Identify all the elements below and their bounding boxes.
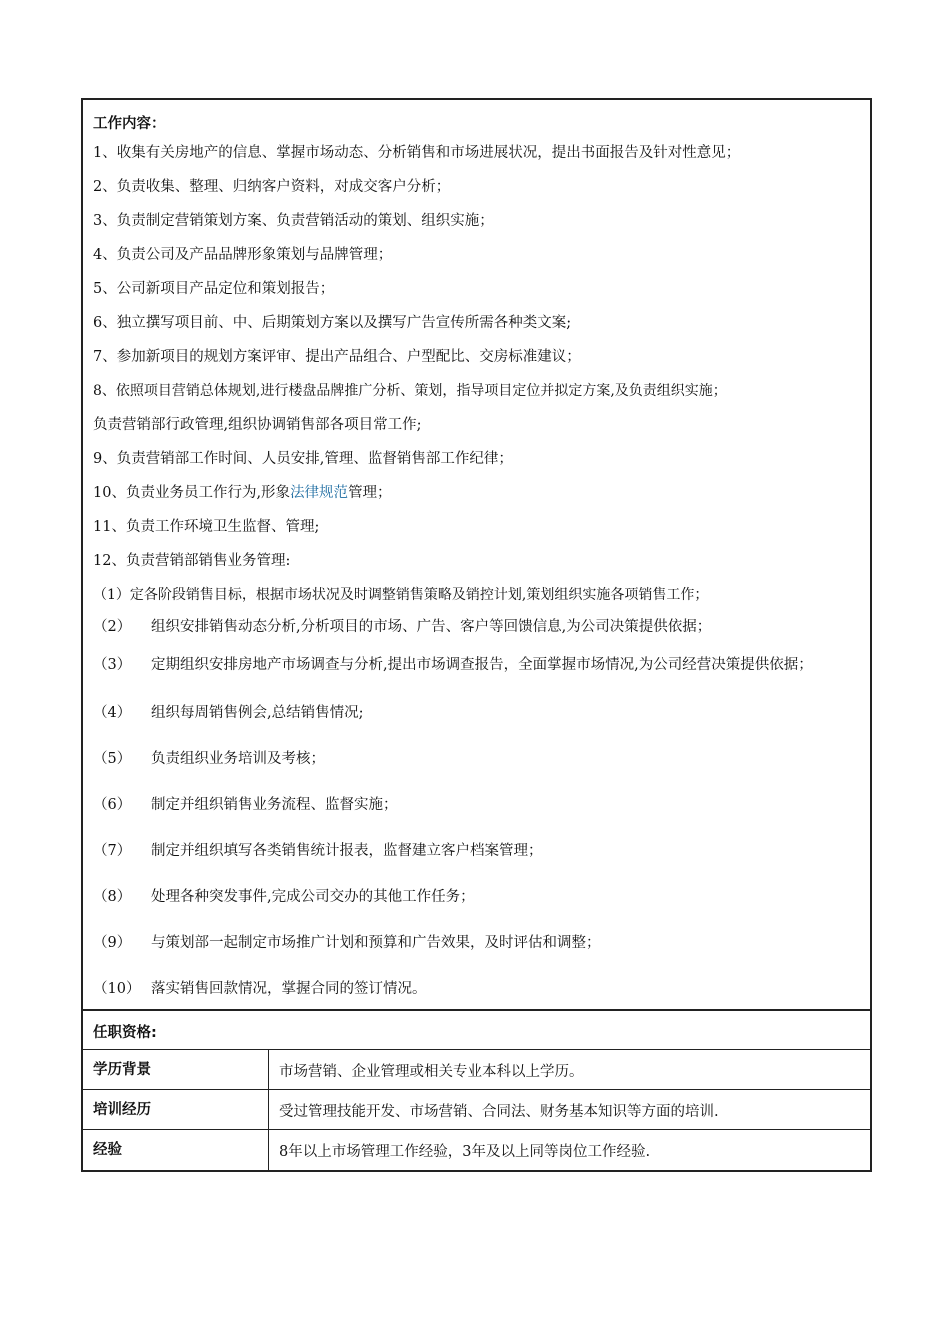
sub-item-number: （5） — [93, 751, 132, 767]
job-description-table — [81, 98, 872, 1172]
sub-item — [93, 977, 860, 1001]
sub-item-text: 组织每周销售例会,总结销售情况; — [151, 705, 364, 721]
qualification-value: 市场营销、企业管理或相关专业本科以上学历。 — [279, 1064, 584, 1080]
sub-item — [93, 615, 860, 639]
sub-item — [93, 701, 860, 725]
duty-item-10-prefix: 10、负责业务员工作行为,形象 — [93, 485, 291, 501]
qualification-row — [83, 1090, 870, 1130]
duty-item: 11、负责工作环境卫生监督、管理; — [93, 519, 320, 535]
duties-cell — [83, 100, 870, 1011]
sub-item-text: 制定并组织销售业务流程、监督实施； — [151, 797, 398, 813]
sub-item-number: （7） — [93, 843, 132, 859]
sub-item — [93, 931, 860, 955]
sub-item-text: 与策划部一起制定市场推广计划和预算和广告效果，及时评估和调整； — [151, 935, 601, 951]
sub-item-text: 组织安排销售动态分析,分析项目的市场、广告、客户等回馈信息,为公司决策提供依据； — [151, 619, 712, 635]
sub-item-number: （2） — [93, 619, 132, 635]
duty-extra-line: 负责营销部行政管理,组织协调销售部各项目常工作; — [93, 417, 422, 433]
qualification-label: 培训经历 — [83, 1090, 269, 1129]
sub-item-text: 负责组织业务培训及考核； — [151, 751, 325, 767]
qualification-value: 8年以上市场管理工作经验，3年及以上同等岗位工作经验. — [279, 1144, 651, 1160]
sub-item — [93, 793, 860, 817]
sub-item — [93, 653, 860, 677]
duty-item: 12、负责营销部销售业务管理: — [93, 553, 291, 569]
sub-item-text: 定期组织安排房地产市场调查与分析,提出市场调查报告，全面掌握市场情况,为公司经营决策提供依据； — [151, 657, 813, 673]
sub-item-number: （4） — [93, 705, 132, 721]
sub-item — [93, 747, 860, 771]
sub-item-text: 处理各种突发事件,完成公司交办的其他工作任务； — [151, 889, 475, 905]
sub-item: （1）定各阶段销售目标，根据市场状况及时调整销售策略及销控计划,策划组织实施各项销售工作； — [93, 587, 709, 603]
duty-item — [93, 483, 860, 503]
duty-item: 7、参加新项目的规划方案评审、提出产品组合、户型配比、交房标准建议； — [93, 349, 581, 365]
sub-item-number: （6） — [93, 797, 132, 813]
qualification-value: 受过管理技能开发、市场营销、合同法、财务基本知识等方面的培训. — [279, 1104, 719, 1120]
sub-item-number: （8） — [93, 889, 132, 905]
sub-item — [93, 839, 860, 863]
duty-item: 6、独立撰写项目前、中、后期策划方案以及撰写广告宣传所需各种类文案; — [93, 315, 572, 331]
qualification-row — [83, 1130, 870, 1170]
qualification-label: 学历背景 — [83, 1050, 269, 1089]
qualifications-title: 任职资格: — [83, 1011, 870, 1050]
legal-standards-link[interactable]: 法律规范 — [290, 485, 349, 501]
sub-item-number: （10） — [93, 981, 141, 997]
duty-item: 8、依照项目营销总体规划,进行楼盘品牌推广分析、策划，指导项目定位并拟定方案,及负责组织实施； — [93, 383, 727, 399]
qualification-row — [83, 1050, 870, 1090]
sub-item-number: （9） — [93, 935, 132, 951]
qualification-label: 经验 — [83, 1130, 269, 1170]
duty-item: 5、公司新项目产品定位和策划报告； — [93, 281, 335, 297]
duties-title: 工作内容： — [93, 116, 166, 132]
duty-item: 9、负责营销部工作时间、人员安排,管理、监督销售部工作纪律； — [93, 451, 513, 467]
duty-item: 1、收集有关房地产的信息、掌握市场动态、分析销售和市场进展状况，提出书面报告及针对性意见； — [93, 145, 741, 161]
sub-item — [93, 885, 860, 909]
duty-item-10-suffix: 管理； — [348, 485, 392, 501]
duty-item: 3、负责制定营销策划方案、负责营销活动的策划、组织实施； — [93, 213, 494, 229]
duty-item: 2、负责收集、整理、归纳客户资料，对成交客户分析； — [93, 179, 451, 195]
sub-item-text: 落实销售回款情况，掌握合同的签订情况。 — [151, 981, 427, 997]
sub-item-text: 制定并组织填写各类销售统计报表，监督建立客户档案管理； — [151, 843, 543, 859]
sub-item-number: （3） — [93, 657, 132, 673]
duty-item: 4、负责公司及产品品牌形象策划与品牌管理； — [93, 247, 393, 263]
